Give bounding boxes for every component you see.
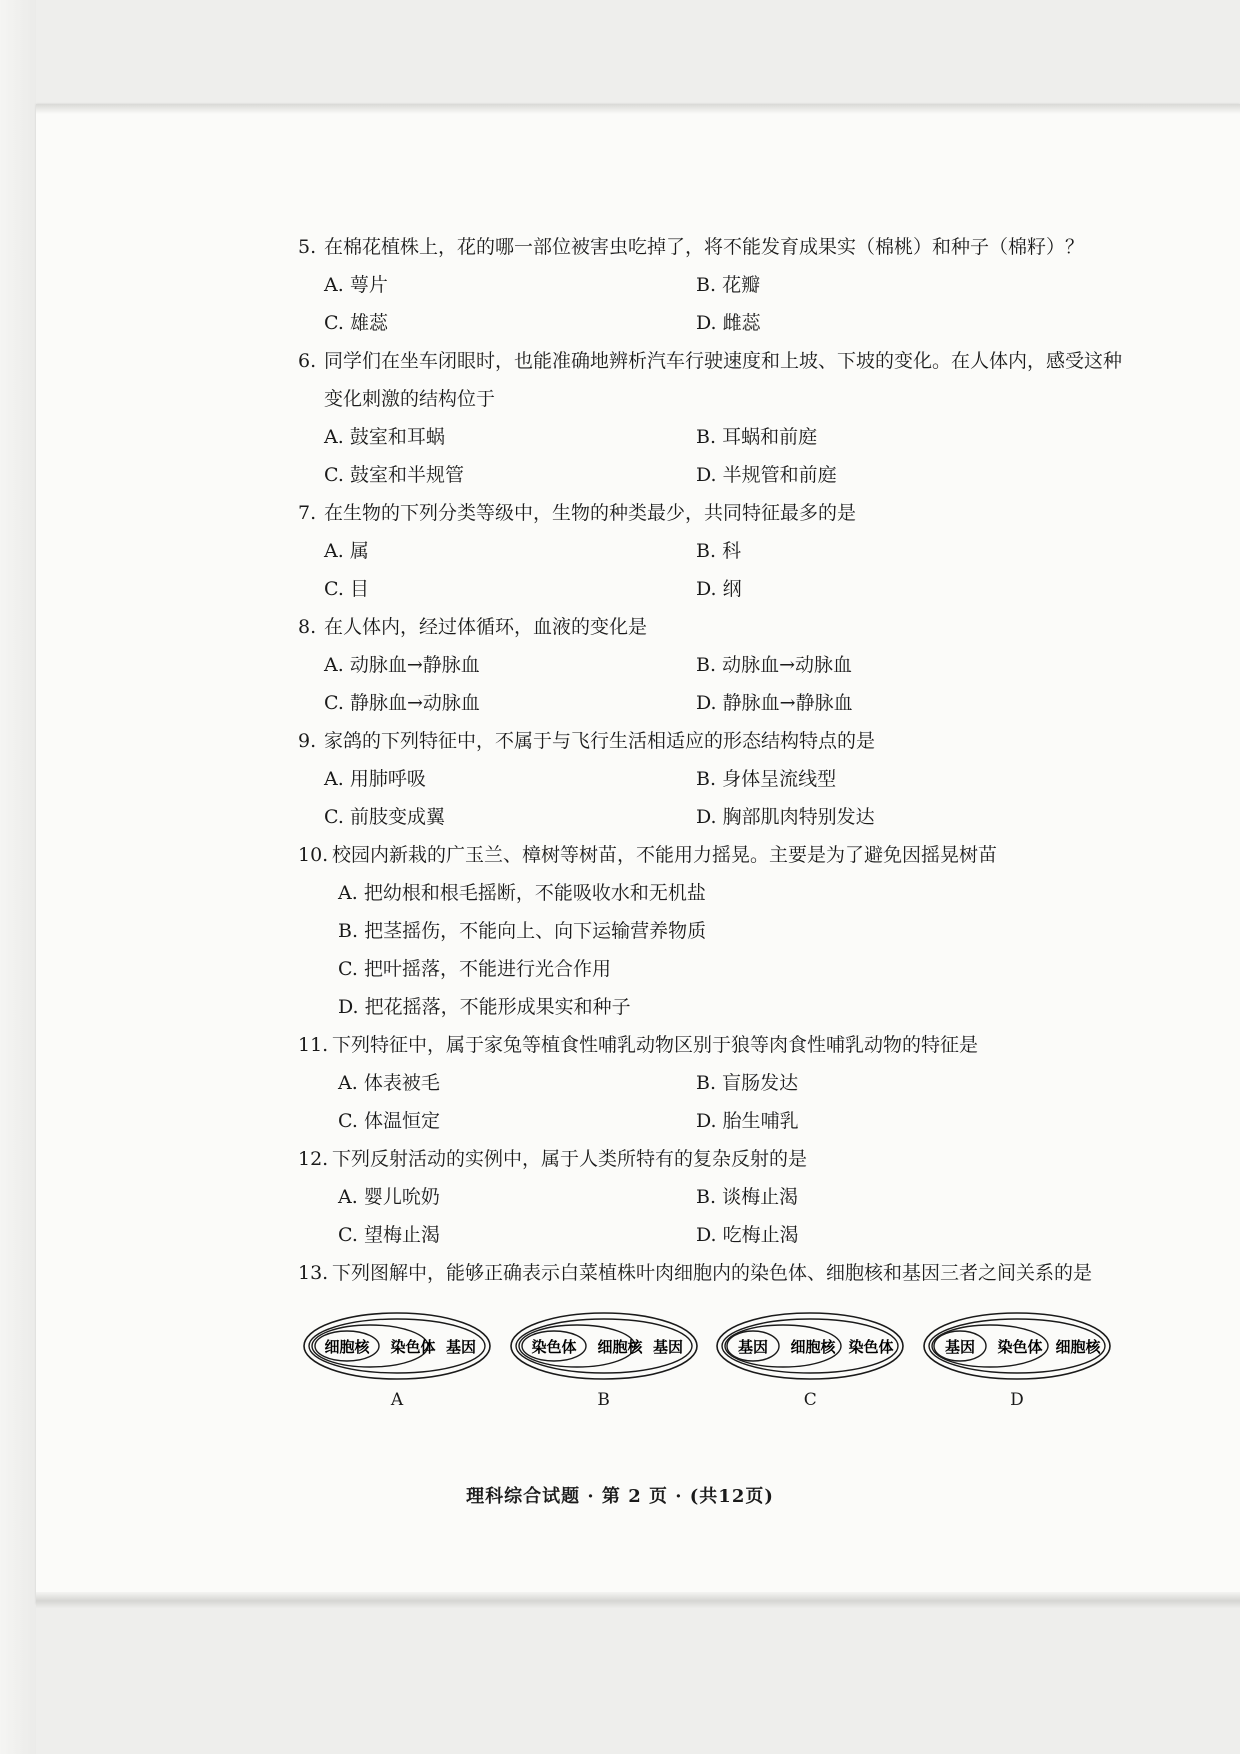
middle-label: 细胞核 — [790, 1338, 836, 1356]
options-grid — [298, 1178, 1128, 1254]
outer-label: 基因 — [652, 1338, 683, 1356]
outer-label: 基因 — [445, 1338, 477, 1356]
option-c[interactable]: C. 体温恒定 — [338, 1110, 440, 1132]
nested-ellipses — [509, 1310, 699, 1382]
option-d[interactable]: D. 纲 — [696, 578, 742, 600]
question-list — [298, 228, 1128, 1410]
options-grid — [298, 266, 1128, 342]
inner-label: 基因 — [738, 1338, 769, 1356]
nested-ellipses — [715, 1310, 905, 1382]
option-d[interactable]: D. 胸部肌肉特别发达 — [696, 806, 875, 828]
question-9 — [298, 722, 1128, 836]
option-a[interactable]: A. 动脉血→静脉血 — [324, 654, 480, 676]
option-a[interactable]: A. 萼片 — [324, 274, 388, 296]
option-a[interactable]: A. 体表被毛 — [338, 1072, 440, 1094]
question-stem: 8. 在人体内，经过体循环，血液的变化是 — [298, 616, 648, 638]
option-b[interactable]: B. 盲肠发达 — [696, 1072, 799, 1094]
diagram-d[interactable] — [922, 1310, 1112, 1410]
page-footer: 理科综合试题 · 第 2 页 · (共12页) — [466, 1486, 774, 1507]
outer-label: 染色体 — [848, 1338, 894, 1356]
diagram-letter: C — [803, 1390, 817, 1410]
options-grid — [298, 1064, 1128, 1140]
option-d[interactable]: D. 胎生哺乳 — [696, 1110, 799, 1132]
option-b[interactable]: B. 花瓣 — [696, 274, 761, 296]
option-c[interactable]: C. 望梅止渴 — [338, 1224, 440, 1246]
option-a[interactable]: A. 婴儿吮奶 — [338, 1186, 440, 1208]
options-list — [298, 874, 1128, 1026]
question-10 — [298, 836, 1128, 1026]
option-d[interactable]: D. 半规管和前庭 — [696, 464, 837, 486]
option-c[interactable]: C. 鼓室和半规管 — [324, 464, 464, 486]
option-d[interactable]: D. 吃梅止渴 — [696, 1224, 799, 1246]
diagram-c[interactable] — [715, 1310, 905, 1410]
option-c[interactable]: C. 目 — [324, 578, 369, 600]
sheet-fold-line — [36, 1592, 1240, 1608]
question-11 — [298, 1026, 1128, 1140]
option-b[interactable]: B. 科 — [696, 540, 742, 562]
option-c[interactable]: C. 把叶摇落，不能进行光合作用 — [338, 958, 611, 980]
option-d[interactable]: D. 雌蕊 — [696, 312, 761, 334]
option-a[interactable]: A. 把幼根和根毛摇断，不能吸收水和无机盐 — [338, 882, 706, 904]
option-c[interactable]: C. 雄蕊 — [324, 312, 388, 334]
question-stem: 6. 同学们在坐车闭眼时，也能准确地辨析汽车行驶速度和上坡、下坡的变化。在人体内，感受这种变化刺激的结构位于 — [298, 350, 1123, 410]
question-stem: 13. 下列图解中，能够正确表示白菜植株叶肉细胞内的染色体、细胞核和基因三者之间关系的是 — [298, 1262, 1093, 1284]
nested-ellipses — [922, 1310, 1112, 1382]
option-a[interactable]: A. 鼓室和耳蜗 — [324, 426, 445, 448]
options-grid — [298, 760, 1128, 836]
question-13 — [298, 1254, 1128, 1292]
inner-label: 基因 — [944, 1338, 975, 1356]
nested-ellipses — [302, 1310, 492, 1382]
question-6 — [298, 342, 1128, 494]
relationship-diagrams — [302, 1310, 1112, 1410]
question-12 — [298, 1140, 1128, 1254]
option-a[interactable]: A. 用肺呼吸 — [324, 768, 426, 790]
option-c[interactable]: C. 前肢变成翼 — [324, 806, 445, 828]
option-a[interactable]: A. 属 — [324, 540, 369, 562]
question-stem: 9. 家鸽的下列特征中，不属于与飞行生活相适应的形态结构特点的是 — [298, 730, 876, 752]
options-grid — [298, 418, 1128, 494]
sheet-top-edge — [36, 104, 1240, 114]
question-stem: 10. 校园内新栽的广玉兰、樟树等树苗，不能用力摇晃。主要是为了避免因摇晃树苗 — [298, 844, 998, 866]
middle-label: 细胞核 — [597, 1338, 643, 1356]
option-d[interactable]: D. 静脉血→静脉血 — [696, 692, 853, 714]
question-stem: 5. 在棉花植株上，花的哪一部位被害虫吃掉了，将不能发育成果实（棉桃）和种子（棉籽）？ — [298, 236, 1085, 258]
outer-label: 细胞核 — [1055, 1338, 1101, 1356]
diagram-letter: B — [597, 1390, 610, 1410]
question-5 — [298, 228, 1128, 342]
question-stem: 7. 在生物的下列分类等级中，生物的种类最少，共同特征最多的是 — [298, 502, 857, 524]
question-8 — [298, 608, 1128, 722]
diagram-a[interactable] — [302, 1310, 492, 1410]
middle-label: 染色体 — [997, 1338, 1043, 1356]
option-b[interactable]: B. 耳蜗和前庭 — [696, 426, 818, 448]
diagram-letter: A — [390, 1390, 404, 1410]
inner-label: 染色体 — [531, 1338, 577, 1356]
option-b[interactable]: B. 身体呈流线型 — [696, 768, 837, 790]
middle-label: 染色体 — [390, 1338, 436, 1356]
diagram-letter: D — [1010, 1390, 1024, 1410]
question-stem: 12. 下列反射活动的实例中，属于人类所特有的复杂反射的是 — [298, 1148, 808, 1170]
option-d[interactable]: D. 把花摇落，不能形成果实和种子 — [338, 996, 631, 1018]
option-c[interactable]: C. 静脉血→动脉血 — [324, 692, 480, 714]
options-grid — [298, 646, 1128, 722]
option-b[interactable]: B. 谈梅止渴 — [696, 1186, 799, 1208]
diagram-b[interactable] — [509, 1310, 699, 1410]
options-grid — [298, 532, 1128, 608]
inner-label: 细胞核 — [324, 1338, 370, 1356]
question-7 — [298, 494, 1128, 608]
question-stem: 11. 下列特征中，属于家兔等植食性哺乳动物区别于狼等肉食性哺乳动物的特征是 — [298, 1034, 979, 1056]
option-b[interactable]: B. 动脉血→动脉血 — [696, 654, 852, 676]
option-b[interactable]: B. 把茎摇伤，不能向上、向下运输营养物质 — [338, 920, 707, 942]
